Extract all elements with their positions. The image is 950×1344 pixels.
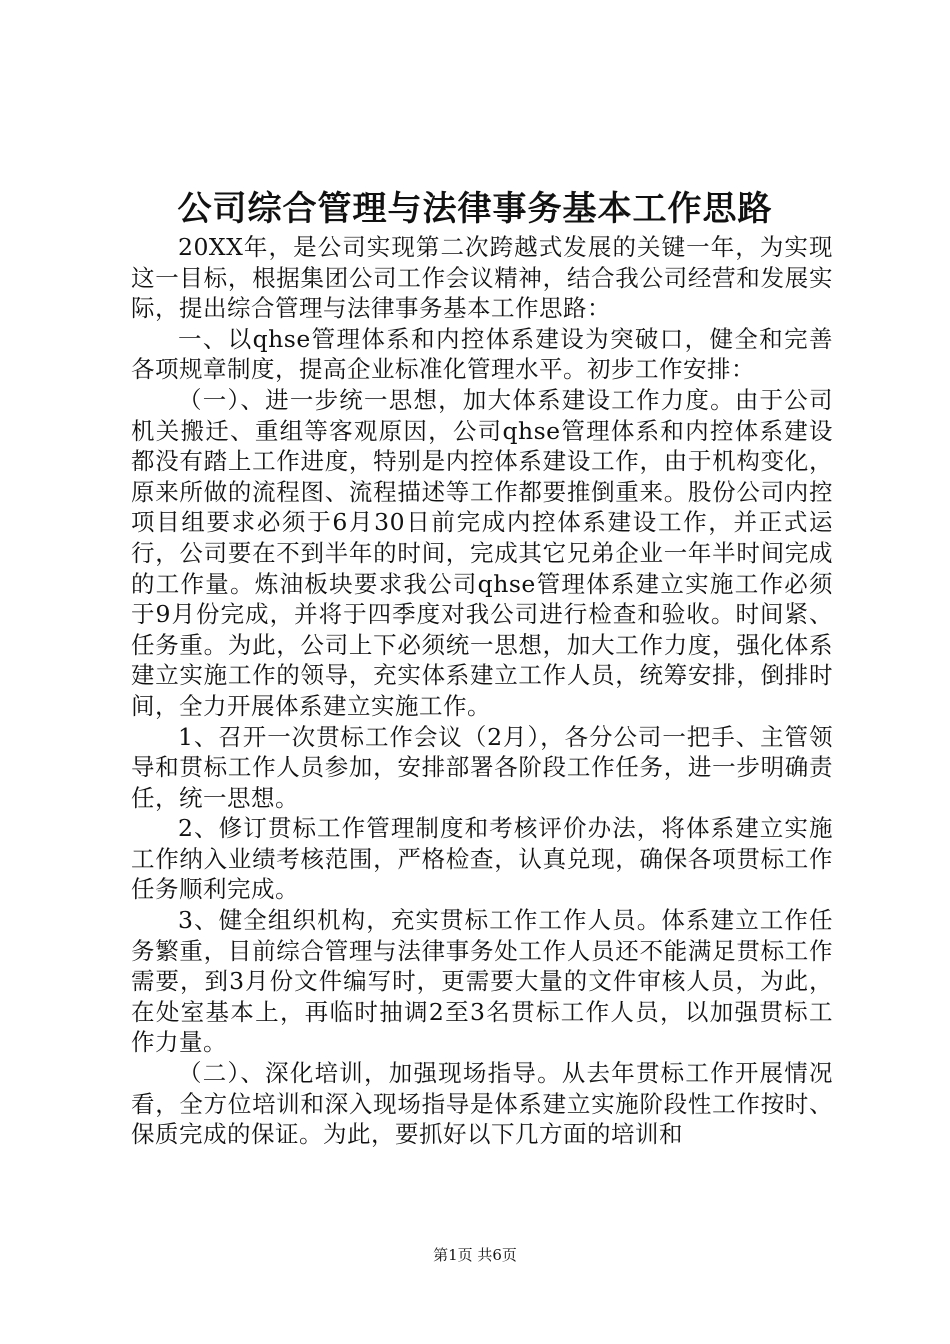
paragraph-subsection-1: （一）、进一步统一思想，加大体系建设工作力度。由于公司机关搬迁、重组等客观原因，公司qhse管理体系和内控体系建设都没有踏上工作进度，特别是内控体系建设工作，由于机构变化，原来所做的流程图、流程描述等工作都要推倒重来。股份公司内控项目组要求必须于6月30日前完成内控体系建设工作，并正式运行，公司要在不到半年的时间，完成其它兄弟企业一年半时间完成的工作量。炼油板块要求我公司qhse管理体系建立实施工作必须于9月份完成，并将于四季度对我公司进行检查和验收。时间紧、任务重。为此，公司上下必须统一思想，加大工作力度，强化体系建立实施工作的领导，充实体系建立工作人员，统筹安排，倒排时间，全力开展体系建立实施工作。 bbox=[131, 385, 833, 720]
paragraph-item-1: 1、召开一次贯标工作会议（2月），各分公司一把手、主管领导和贯标工作人员参加，安排部署各阶段工作任务，进一步明确责任，统一思想。 bbox=[131, 722, 833, 812]
paragraph-intro: 20XX年，是公司实现第二次跨越式发展的关键一年，为实现这一目标，根据集团公司工作会议精神，结合我公司经营和发展实际，提出综合管理与法律事务基本工作思路： bbox=[131, 233, 833, 323]
page-footer: 第1页 共6页 bbox=[433, 1246, 517, 1264]
document-body bbox=[131, 232, 833, 1150]
paragraph-item-2: 2、修订贯标工作管理制度和考核评价办法，将体系建立实施工作纳入业绩考核范围，严格检查，认真兑现，确保各项贯标工作任务顺利完成。 bbox=[131, 814, 833, 904]
paragraph-subsection-2: （二）、深化培训，加强现场指导。从去年贯标工作开展情况看，全方位培训和深入现场指导是体系建立实施阶段性工作按时、保质完成的保证。为此，要抓好以下几方面的培训和 bbox=[131, 1059, 833, 1149]
paragraph-item-3: 3、健全组织机构，充实贯标工作工作人员。体系建立工作任务繁重，目前综合管理与法律事务处工作人员还不能满足贯标工作需要，到3月份文件编写时，更需要大量的文件审核人员，为此，在处室基本上，再临时抽调2至3名贯标工作人员，以加强贯标工作力量。 bbox=[131, 906, 833, 1057]
document-title: 公司综合管理与法律事务基本工作思路 bbox=[177, 189, 773, 229]
paragraph-section-1: 一、以qhse管理体系和内控体系建设为突破口，健全和完善各项规章制度，提高企业标准化管理水平。初步工作安排： bbox=[131, 324, 833, 384]
